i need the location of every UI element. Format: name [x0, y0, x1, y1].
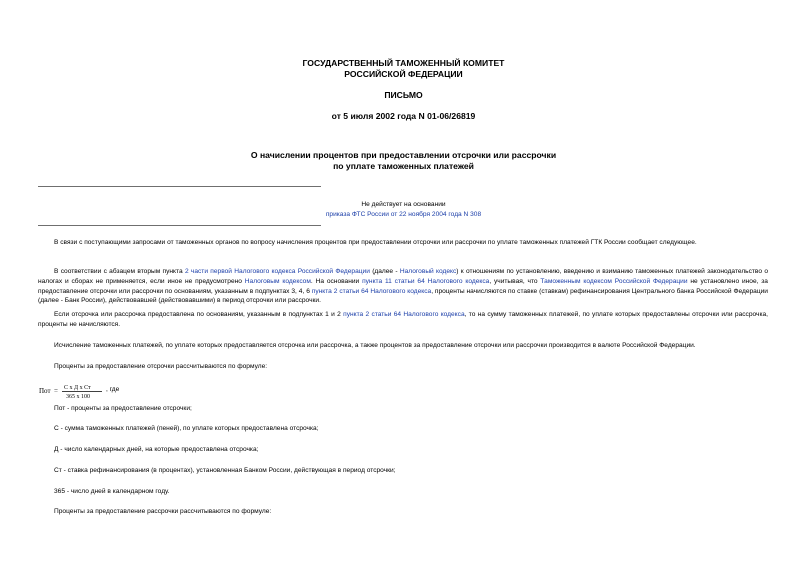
text-span: . На основании [310, 277, 363, 285]
formula-equals: = [54, 387, 58, 395]
definition-s: С - сумма таможенных платежей (пеней), по уплате которых предоставлена отсрочка; [54, 425, 319, 432]
text-span: , проценты начисляются по ставке (ставкам) рефинансирования Центрального банка Российской Федерации (далее - Банк России), действовавшей (действовавшими) в период отсрочки или рассрочки. [38, 287, 768, 305]
text-span: не установлено иное, за предоставление отсрочки или рассрочки по основаниям, указанным в подпунктах 3, 4, 6 [38, 277, 768, 295]
formula-numerator: С х Д х Ст [64, 385, 91, 391]
authority-line-2: РОССИЙСКОЙ ФЕДЕРАЦИИ [344, 69, 463, 79]
text-span: Если отсрочка или рассрочка предоставлена по основаниям, указанным в подпунктах 1 и 2 [54, 311, 344, 318]
text-span: , то на сумму таможенных платежей, по уплате которых предоставлены отсрочки или рассрочка, проценты не начисляются. [38, 311, 768, 328]
title-line-1: О начислении процентов при предоставлении отсрочки или рассрочки [250, 150, 557, 160]
art64-p2-link[interactable]: пункта 2 статьи 64 Налогового кодекса [311, 287, 432, 295]
definition-st: Ст - ставка рефинансирования (в процентах), установленная Банком России, действующая в период отсрочки; [54, 467, 396, 474]
text-span: , учитывая, что [489, 277, 541, 285]
definition-365: 365 - число дней в календарном году. [54, 488, 170, 495]
authority-line-1: ГОСУДАРСТВЕННЫЙ ТАМОЖЕННЫЙ КОМИТЕТ [302, 58, 505, 68]
document-title [0, 150, 807, 172]
text-span: ) к отношениям по установлению, введению и взиманию таможенных платежей законодательство о налогах и сборах не применяется, если иное не предусмотрено [38, 268, 768, 285]
tax-code-link[interactable]: Налоговый кодекс [399, 268, 457, 275]
divider-top [38, 186, 321, 187]
text-span: (далее - [369, 268, 400, 275]
tax-code-link-2[interactable]: Налоговым кодексом [244, 277, 311, 285]
formula-image [38, 381, 104, 401]
paragraph-legal-basis [38, 267, 768, 306]
formula-denominator: 365 х 100 [66, 394, 90, 400]
issuing-authority [0, 58, 807, 80]
formula-where: , где [106, 386, 120, 393]
document-date-number: от 5 июля 2002 года N 01-06/26819 [331, 111, 476, 121]
title-line-2: по уплате таможенных платежей [333, 161, 474, 171]
status-link-line [0, 210, 807, 220]
art64-p11-link[interactable]: пункта 11 статьи 64 Налогового кодекса [362, 277, 490, 285]
status-note: Не действует на основании [361, 201, 446, 208]
formula-lhs: Пот [39, 387, 51, 395]
paragraph-intro: В связи с поступающими запросами от таможенных органов по вопросу начисления процентов при предоставлении отсрочки или рассрочки по уплате таможенных платежей ГТК России сообщает следующее. [54, 239, 697, 246]
customs-code-link[interactable]: Таможенным кодексом Российской Федерации [540, 277, 688, 285]
divider-bottom [38, 225, 321, 226]
document-type: ПИСЬМО [384, 90, 423, 100]
definition-d: Д - число календарных дней, на которые предоставлена отсрочка; [54, 446, 259, 453]
repeal-order-link[interactable]: приказа ФТС России от 22 ноября 2004 года N 308 [325, 211, 482, 218]
paragraph-currency: Исчисление таможенных платежей, по уплате которых предоставляется отсрочка или рассрочка, а также процентов за предоставление отсрочки или рассрочки производится в валюте Российской Федерации. [54, 342, 696, 349]
tax-code-part1-link[interactable]: 2 части первой Налогового кодекса Российской Федерации [184, 268, 370, 275]
paragraph-no-interest [38, 310, 768, 330]
definition-pot: Пот - проценты за предоставление отсрочки; [54, 405, 192, 412]
text-span: В соответствии с абзацем вторым пункта [54, 268, 185, 275]
paragraph-deferral-formula-intro: Проценты за предоставление отсрочки рассчитываются по формуле: [54, 363, 268, 370]
art64-p2-link-2[interactable]: пункта 2 статьи 64 Налогового кодекса [343, 311, 465, 318]
paragraph-installment-formula-intro: Проценты за предоставление рассрочки рассчитываются по формуле: [54, 508, 272, 515]
